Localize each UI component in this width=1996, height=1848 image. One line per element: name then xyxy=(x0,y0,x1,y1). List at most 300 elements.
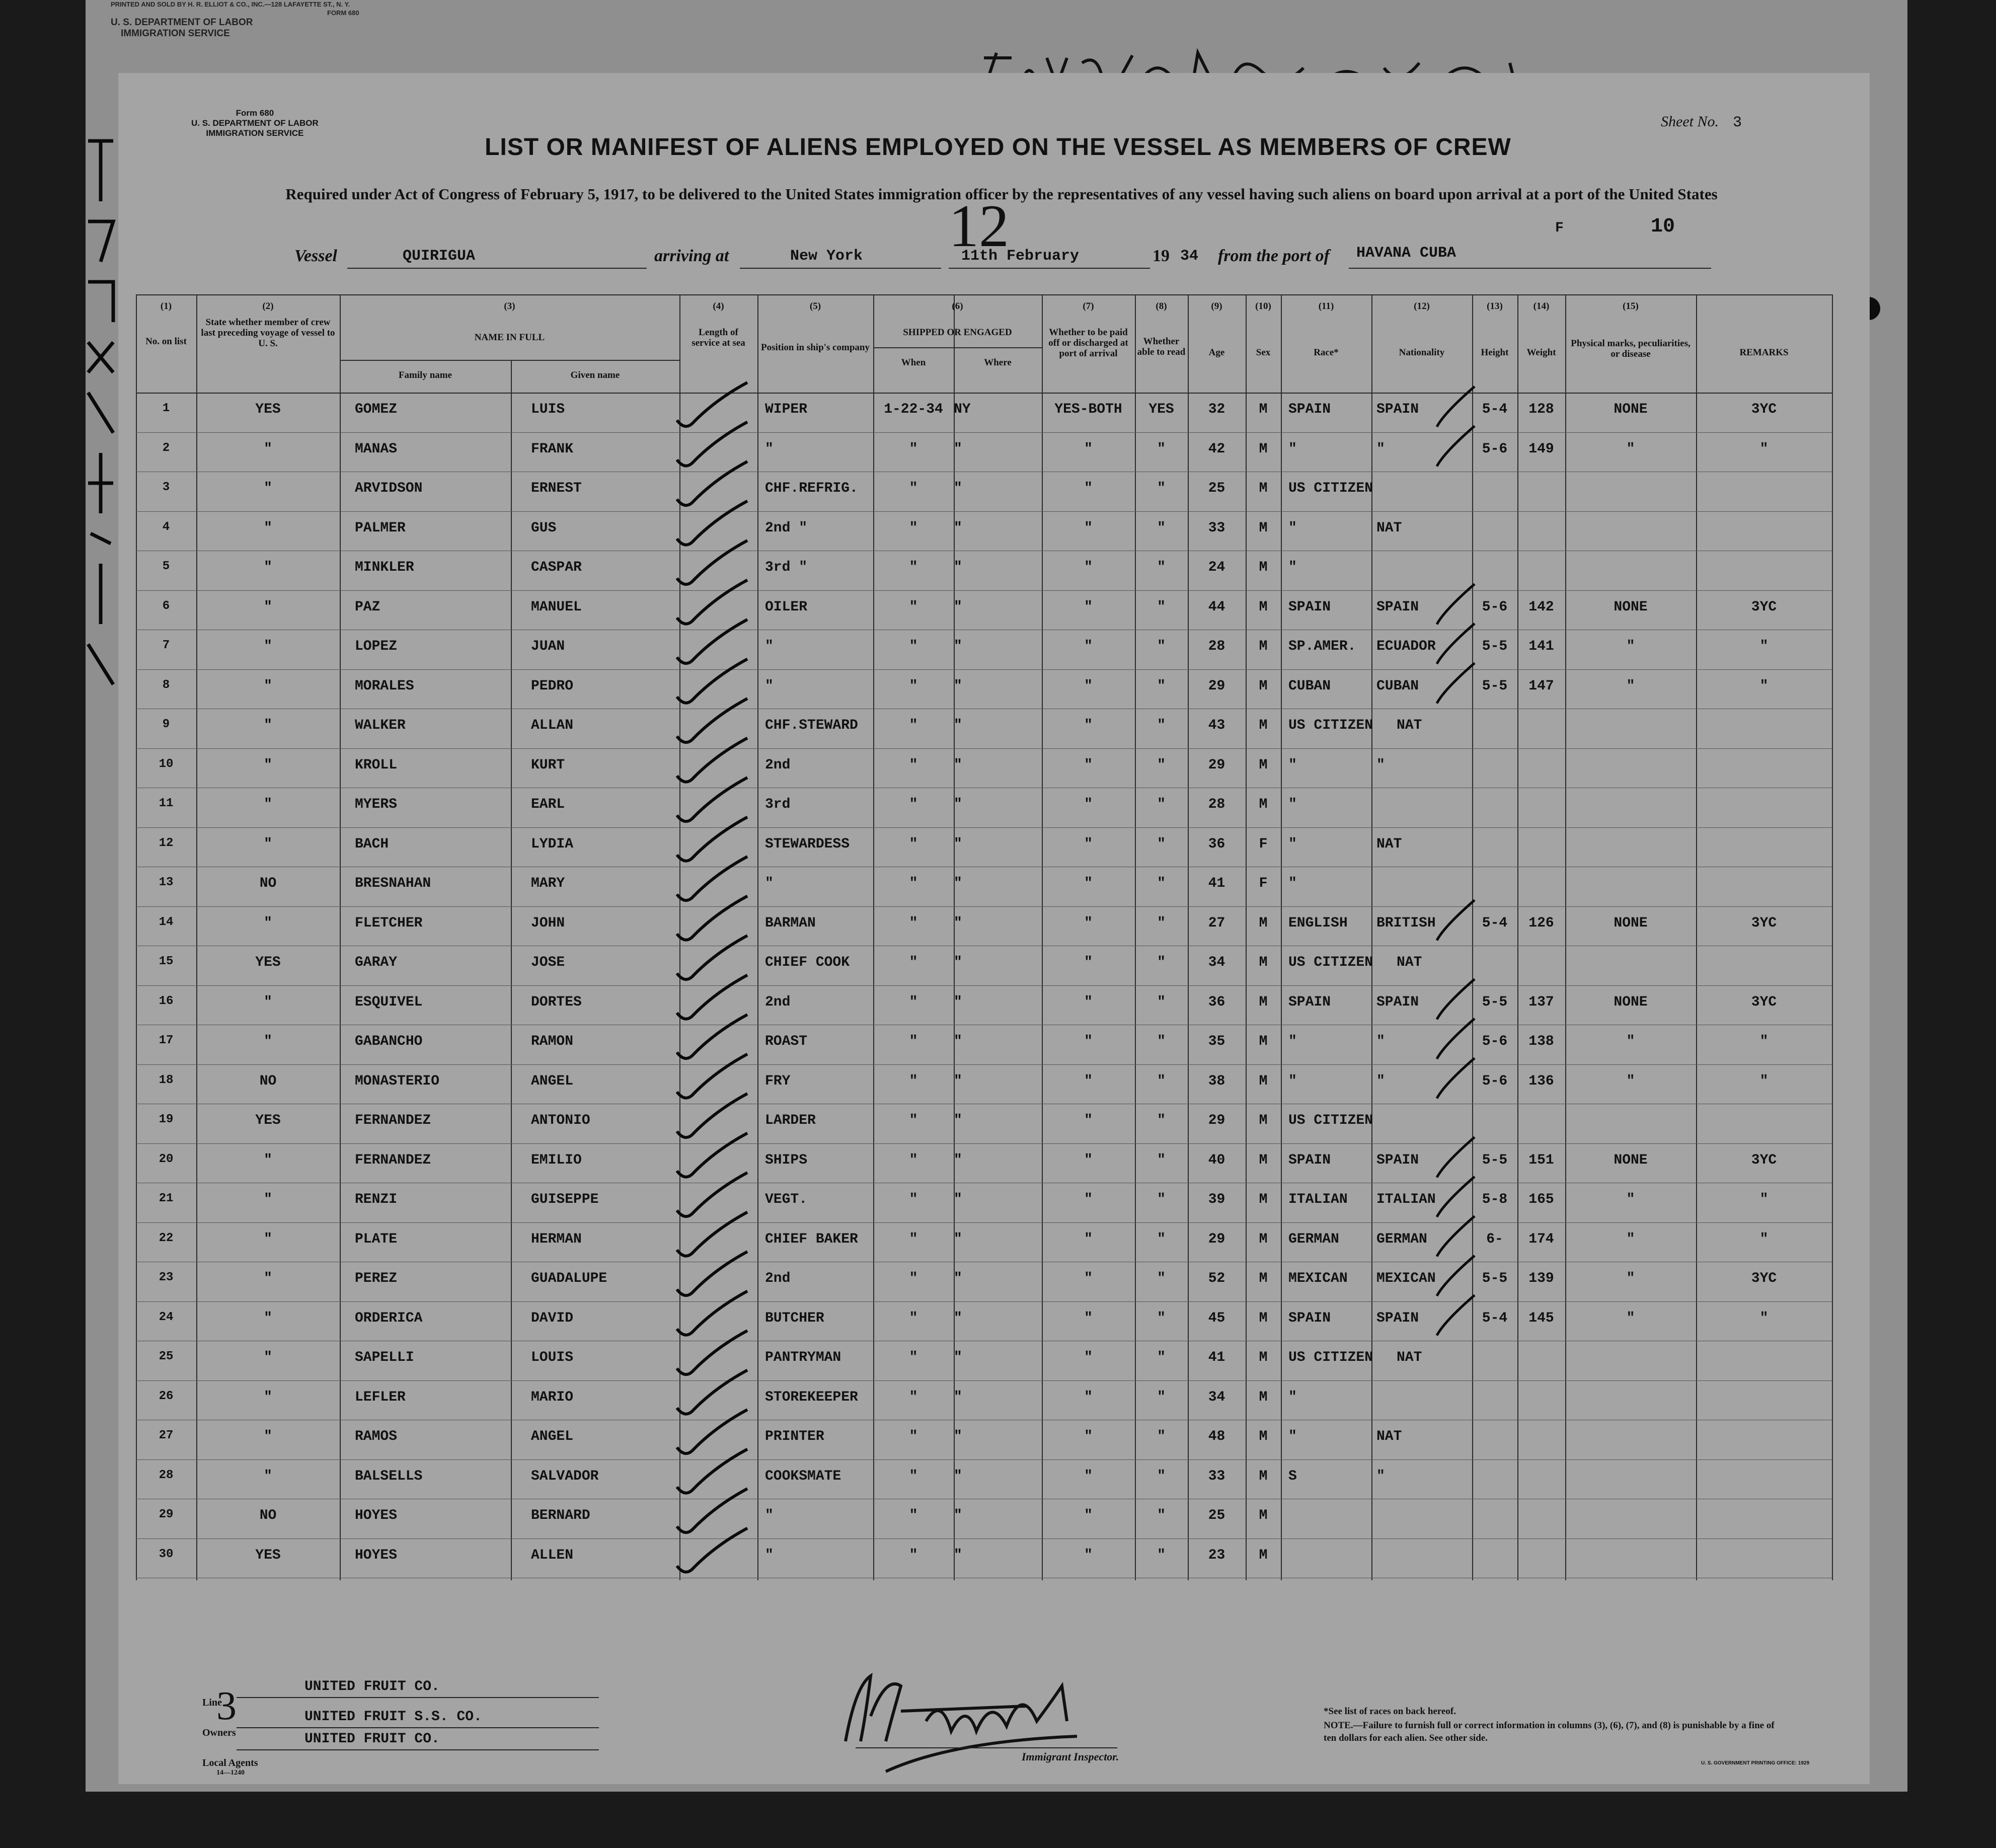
physical-marks-cell: NONE xyxy=(1614,994,1648,1010)
shipped-where-cell: " xyxy=(954,915,962,931)
weight-cell: 165 xyxy=(1528,1192,1554,1207)
height-check-mark xyxy=(1437,387,1475,427)
prev-voyage-cell: YES xyxy=(255,955,281,970)
age-cell: 34 xyxy=(1208,1389,1225,1405)
physical-marks-cell: " xyxy=(1626,1310,1635,1326)
nationality-cell: " xyxy=(1376,441,1385,457)
row-number: 1 xyxy=(162,402,170,415)
position-cell: " xyxy=(765,441,774,457)
shipped-where-cell: " xyxy=(954,639,962,654)
given-name-cell: MARIO xyxy=(531,1389,574,1405)
nationality-cell: ECUADOR xyxy=(1376,639,1436,654)
header-sex: Sex xyxy=(1256,347,1271,358)
sex-cell: M xyxy=(1259,1231,1268,1247)
prev-voyage-cell: " xyxy=(264,441,272,457)
sex-cell: M xyxy=(1259,1468,1268,1484)
shipped-when-cell: " xyxy=(909,639,918,654)
header-length-service: Length of service at sea xyxy=(692,327,745,348)
column-number: (6) xyxy=(952,301,963,312)
family-name-cell: GOMEZ xyxy=(355,402,398,417)
sex-cell: M xyxy=(1259,441,1268,457)
paid-off-cell: " xyxy=(1084,1231,1093,1247)
physical-marks-cell: NONE xyxy=(1614,1152,1648,1168)
remarks-cell: 3YC xyxy=(1751,915,1777,931)
page-subtitle: Required under Act of Congress of February 5, 1917, to be delivered to the United States immigration officer by the representatives of any vessel having such aliens on board upon arrival at a port of the United States xyxy=(285,185,1718,203)
column-number: (15) xyxy=(1623,301,1639,312)
given-name-cell: DORTES xyxy=(531,994,582,1010)
sex-cell: M xyxy=(1259,1310,1268,1326)
family-name-cell: MONASTERIO xyxy=(355,1073,440,1089)
prev-voyage-cell: " xyxy=(264,520,272,536)
age-cell: 25 xyxy=(1208,1508,1225,1523)
sex-cell: M xyxy=(1259,1547,1268,1563)
family-name-cell: PAZ xyxy=(355,599,380,615)
able-to-read-cell: " xyxy=(1157,560,1166,575)
family-name-cell: GARAY xyxy=(355,955,398,970)
position-cell: OILER xyxy=(765,599,808,615)
able-to-read-cell: " xyxy=(1157,1429,1166,1444)
given-name-cell: ALLAN xyxy=(531,718,574,733)
form-service: IMMIGRATION SERVICE xyxy=(206,128,304,138)
paid-off-cell: " xyxy=(1084,876,1093,891)
shipped-where-cell: " xyxy=(954,560,962,575)
prev-voyage-cell: NO xyxy=(259,876,277,891)
race-cell: " xyxy=(1288,757,1297,773)
sex-cell: M xyxy=(1259,1034,1268,1049)
remarks-cell: 3YC xyxy=(1751,599,1777,615)
position-cell: BARMAN xyxy=(765,915,816,931)
service-check-mark xyxy=(677,1291,747,1335)
shipped-where-cell: NY xyxy=(954,402,971,417)
nationality-cell: BRITISH xyxy=(1376,915,1436,931)
height-check-mark xyxy=(1437,900,1475,941)
height-cell: 5-8 xyxy=(1482,1192,1508,1207)
shipped-where-cell: " xyxy=(954,1034,962,1049)
sex-cell: M xyxy=(1259,718,1268,733)
able-to-read-cell: " xyxy=(1157,994,1166,1010)
given-name-cell: LYDIA xyxy=(531,836,574,852)
given-name-cell: MARY xyxy=(531,876,565,891)
shipped-where-cell: " xyxy=(954,876,962,891)
header-shipped-engaged: SHIPPED OR ENGAGED xyxy=(903,327,1012,338)
service-check-mark xyxy=(677,1528,747,1572)
shipped-when-cell: " xyxy=(909,994,918,1010)
row-number: 27 xyxy=(159,1429,174,1442)
form-number: Form 680 xyxy=(236,108,274,118)
service-check-mark xyxy=(677,1449,747,1493)
prev-voyage-cell: " xyxy=(264,1034,272,1049)
family-name-cell: KROLL xyxy=(355,757,398,773)
remarks-cell: " xyxy=(1759,1073,1769,1089)
position-cell: VEGT. xyxy=(765,1192,808,1207)
service-check-mark xyxy=(677,541,747,584)
height-check-mark xyxy=(1437,1295,1475,1336)
shipped-when-cell: " xyxy=(909,797,918,812)
age-cell: 29 xyxy=(1208,757,1225,773)
column-number: (1) xyxy=(160,301,172,312)
age-cell: 32 xyxy=(1208,402,1225,417)
shipped-where-cell: " xyxy=(954,1350,962,1365)
race-cell: " xyxy=(1288,1429,1297,1444)
form-code: 14—1240 xyxy=(216,1769,245,1777)
given-name-cell: ERNEST xyxy=(531,481,582,496)
physical-marks-cell: " xyxy=(1626,1034,1635,1049)
service-check-mark xyxy=(677,1252,747,1295)
shipped-where-cell: " xyxy=(954,718,962,733)
weight-cell: 128 xyxy=(1528,402,1554,417)
race-cell: US CITIZEN xyxy=(1288,1350,1373,1365)
able-to-read-cell: " xyxy=(1157,1389,1166,1405)
family-name-cell: FLETCHER xyxy=(355,915,423,931)
nationality-cell: NAT xyxy=(1397,955,1422,970)
row-number: 19 xyxy=(159,1113,174,1126)
paid-off-cell: " xyxy=(1084,678,1093,694)
row-number: 15 xyxy=(159,955,174,968)
row-number: 17 xyxy=(159,1034,174,1047)
gpo-imprint: U. S. GOVERNMENT PRINTING OFFICE: 1929 xyxy=(1701,1760,1810,1766)
nationality-cell: SPAIN xyxy=(1376,402,1419,417)
shipped-where-cell: " xyxy=(954,520,962,536)
age-cell: 24 xyxy=(1208,560,1225,575)
able-to-read-cell: " xyxy=(1157,1034,1166,1049)
race-cell: " xyxy=(1288,560,1297,575)
given-name-cell: ANGEL xyxy=(531,1429,574,1444)
weight-cell: 137 xyxy=(1528,994,1554,1010)
row-number: 10 xyxy=(159,757,174,771)
family-name-cell: LEFLER xyxy=(355,1389,406,1405)
height-cell: 5-4 xyxy=(1482,402,1508,417)
sex-cell: M xyxy=(1259,1113,1268,1128)
prev-voyage-cell: NO xyxy=(259,1508,277,1523)
weight-cell: 174 xyxy=(1528,1231,1554,1247)
service-check-mark xyxy=(677,1015,747,1058)
able-to-read-cell: " xyxy=(1157,520,1166,536)
nationality-cell: NAT xyxy=(1376,836,1402,852)
family-name-cell: FERNANDEZ xyxy=(355,1152,431,1168)
header-family-name: Family name xyxy=(398,370,452,380)
nationality-cell: " xyxy=(1376,1034,1385,1049)
race-cell: ITALIAN xyxy=(1288,1192,1348,1207)
paid-off-cell: " xyxy=(1084,1113,1093,1128)
printer-line: PRINTED AND SOLD BY H. R. ELLIOT & CO., INC.—128 LAFAYETTE ST., N. Y. xyxy=(111,1,350,8)
physical-marks-cell: " xyxy=(1626,639,1635,654)
weight-cell: 139 xyxy=(1528,1271,1554,1286)
header-able-to-read: Whether able to read xyxy=(1137,336,1186,357)
race-cell: SPAIN xyxy=(1288,402,1331,417)
race-cell: US CITIZEN xyxy=(1288,481,1373,496)
paid-off-cell: " xyxy=(1084,915,1093,931)
shipped-where-cell: " xyxy=(954,1113,962,1128)
sex-cell: M xyxy=(1259,1350,1268,1365)
service-check-mark xyxy=(677,422,747,466)
position-cell: WIPER xyxy=(765,402,808,417)
paid-off-cell: " xyxy=(1084,1073,1093,1089)
paid-off-cell: " xyxy=(1084,1468,1093,1484)
owners-value: UNITED FRUIT S.S. CO. xyxy=(304,1709,482,1725)
weight-cell: 136 xyxy=(1528,1073,1554,1089)
owners-label: Owners xyxy=(202,1727,236,1738)
shipped-when-cell: " xyxy=(909,1429,918,1444)
family-name-cell: WALKER xyxy=(355,718,406,733)
family-name-cell: MINKLER xyxy=(355,560,414,575)
able-to-read-cell: " xyxy=(1157,1310,1166,1326)
sex-cell: M xyxy=(1259,915,1268,931)
prev-voyage-cell: YES xyxy=(255,1547,281,1563)
prev-voyage-cell: " xyxy=(264,1350,272,1365)
able-to-read-cell: " xyxy=(1157,599,1166,615)
row-number: 24 xyxy=(159,1310,174,1324)
shipped-when-cell: " xyxy=(909,1034,918,1049)
service-check-mark xyxy=(677,461,747,505)
shipped-where-cell: " xyxy=(954,1073,962,1089)
owners-underline xyxy=(237,1727,599,1728)
row-number: 13 xyxy=(159,876,174,889)
height-cell: 5-6 xyxy=(1482,1073,1508,1089)
sheet-number-value: 3 xyxy=(1732,114,1742,131)
height-check-mark xyxy=(1437,663,1475,704)
prev-voyage-cell: YES xyxy=(255,1113,281,1128)
age-cell: 38 xyxy=(1208,1073,1225,1089)
able-to-read-cell: " xyxy=(1157,1073,1166,1089)
shipped-where-cell: " xyxy=(954,1468,962,1484)
position-cell: PANTRYMAN xyxy=(765,1350,841,1365)
height-cell: 5-5 xyxy=(1482,678,1508,694)
row-number: 28 xyxy=(159,1468,174,1482)
family-name-cell: PALMER xyxy=(355,520,406,536)
column-number: (2) xyxy=(262,301,274,312)
race-cell: US CITIZEN xyxy=(1288,1113,1373,1128)
age-cell: 44 xyxy=(1208,599,1225,615)
row-number: 16 xyxy=(159,994,174,1008)
able-to-read-cell: " xyxy=(1157,639,1166,654)
row-number: 26 xyxy=(159,1389,174,1403)
position-cell: 2nd " xyxy=(765,520,808,536)
prev-voyage-cell: " xyxy=(264,678,272,694)
prev-voyage-cell: " xyxy=(264,994,272,1010)
sex-cell: M xyxy=(1259,402,1268,417)
shipped-where-cell: " xyxy=(954,481,962,496)
shipped-when-cell: " xyxy=(909,876,918,891)
service-check-mark xyxy=(677,501,747,545)
able-to-read-cell: " xyxy=(1157,1152,1166,1168)
column-number: (5) xyxy=(809,301,821,312)
shipped-where-cell: " xyxy=(954,678,962,694)
paid-off-cell: " xyxy=(1084,1034,1093,1049)
header-nationality: Nationality xyxy=(1399,347,1445,358)
paid-off-cell: " xyxy=(1084,560,1093,575)
shipped-when-cell: " xyxy=(909,678,918,694)
row-number: 7 xyxy=(162,639,170,652)
able-to-read-cell: " xyxy=(1157,1547,1166,1563)
prev-voyage-cell: " xyxy=(264,757,272,773)
given-name-cell: JOHN xyxy=(531,915,565,931)
service-check-mark xyxy=(677,1173,747,1216)
shipped-when-cell: " xyxy=(909,1389,918,1405)
able-to-read-cell: " xyxy=(1157,441,1166,457)
service-check-mark xyxy=(677,1331,747,1374)
nationality-cell: ITALIAN xyxy=(1376,1192,1436,1207)
age-cell: 42 xyxy=(1208,441,1225,457)
prev-voyage-cell: " xyxy=(264,797,272,812)
family-name-cell: PEREZ xyxy=(355,1271,398,1286)
able-to-read-cell: " xyxy=(1157,797,1166,812)
able-to-read-cell: " xyxy=(1157,481,1166,496)
position-cell: " xyxy=(765,678,774,694)
shipped-where-cell: " xyxy=(954,1547,962,1563)
local-agents-label: Local Agents xyxy=(202,1757,258,1768)
shipped-when-cell: " xyxy=(909,1468,918,1484)
row-number: 18 xyxy=(159,1073,174,1087)
family-name-cell: PLATE xyxy=(355,1231,398,1247)
column-number: (12) xyxy=(1414,301,1430,312)
sex-cell: M xyxy=(1259,757,1268,773)
inspector-underline xyxy=(856,1747,1117,1748)
nationality-cell: SPAIN xyxy=(1376,599,1419,615)
shipped-when-cell: " xyxy=(909,1192,918,1207)
service-check-mark xyxy=(677,738,747,782)
shipped-when-cell: " xyxy=(909,1152,918,1168)
arriving-port: New York xyxy=(790,248,863,265)
prev-voyage-cell: " xyxy=(264,1192,272,1207)
paid-off-cell: " xyxy=(1084,994,1093,1010)
able-to-read-cell: " xyxy=(1157,1508,1166,1523)
given-name-cell: KURT xyxy=(531,757,565,773)
service-check-mark xyxy=(677,699,747,742)
height-cell: 6- xyxy=(1486,1231,1503,1247)
sex-cell: M xyxy=(1259,520,1268,536)
sex-cell: M xyxy=(1259,797,1268,812)
family-name-cell: ESQUIVEL xyxy=(355,994,423,1010)
prev-voyage-cell: " xyxy=(264,1271,272,1286)
header-weight: Weight xyxy=(1526,347,1556,358)
race-cell: MEXICAN xyxy=(1288,1271,1348,1286)
able-to-read-cell: " xyxy=(1157,757,1166,773)
shipped-where-cell: " xyxy=(954,797,962,812)
shipped-when-cell: " xyxy=(909,1271,918,1286)
nationality-cell: NAT xyxy=(1397,718,1422,733)
age-cell: 25 xyxy=(1208,481,1225,496)
paid-off-cell: " xyxy=(1084,1389,1093,1405)
row-number: 14 xyxy=(159,915,174,929)
position-cell: PRINTER xyxy=(765,1429,824,1444)
column-number: (4) xyxy=(713,301,724,312)
remarks-cell: 3YC xyxy=(1751,402,1777,417)
able-to-read-cell: " xyxy=(1157,1468,1166,1484)
service-check-mark xyxy=(677,896,747,940)
age-cell: 40 xyxy=(1208,1152,1225,1168)
back-dept: U. S. DEPARTMENT OF LABOR xyxy=(111,17,253,28)
height-check-mark xyxy=(1437,624,1475,664)
sex-cell: M xyxy=(1259,678,1268,694)
position-cell: " xyxy=(765,1508,774,1523)
header-physical-marks: Physical marks, peculiarities, or disease xyxy=(1571,338,1691,359)
height-check-mark xyxy=(1437,1177,1475,1217)
age-cell: 43 xyxy=(1208,718,1225,733)
position-cell: CHF.REFRIG. xyxy=(765,481,858,496)
position-cell: 2nd xyxy=(765,994,791,1010)
physical-marks-cell: " xyxy=(1626,1192,1635,1207)
prev-voyage-cell: " xyxy=(264,481,272,496)
height-check-mark xyxy=(1437,1137,1475,1178)
header-where: Where xyxy=(984,357,1012,368)
paid-off-cell: " xyxy=(1084,1310,1093,1326)
paid-off-cell: " xyxy=(1084,481,1093,496)
age-cell: 39 xyxy=(1208,1192,1225,1207)
header-member-last-voyage: State whether member of crew last preceding voyage of vessel to U. S. xyxy=(201,317,335,349)
race-cell: " xyxy=(1288,876,1297,891)
given-name-cell: LUIS xyxy=(531,402,565,417)
age-cell: 36 xyxy=(1208,836,1225,852)
line-label: Line xyxy=(202,1697,222,1708)
service-check-mark xyxy=(677,580,747,624)
shipped-when-cell: " xyxy=(909,718,918,733)
family-name-cell: BRESNAHAN xyxy=(355,876,431,891)
paid-off-cell: " xyxy=(1084,1271,1093,1286)
prev-voyage-cell: " xyxy=(264,1310,272,1326)
prev-voyage-cell: " xyxy=(264,560,272,575)
remarks-cell: 3YC xyxy=(1751,1152,1777,1168)
shipped-when-cell: " xyxy=(909,1547,918,1563)
given-name-cell: DAVID xyxy=(531,1310,574,1326)
able-to-read-cell: " xyxy=(1157,1271,1166,1286)
prev-voyage-cell: " xyxy=(264,836,272,852)
physical-marks-cell: NONE xyxy=(1614,402,1648,417)
given-name-cell: MANUEL xyxy=(531,599,582,615)
paid-off-cell: " xyxy=(1084,718,1093,733)
position-cell: ROAST xyxy=(765,1034,808,1049)
race-cell: " xyxy=(1288,1034,1297,1049)
column-number: (11) xyxy=(1318,301,1334,312)
position-cell: STOREKEEPER xyxy=(765,1389,858,1405)
nationality-cell: NAT xyxy=(1376,520,1402,536)
prev-voyage-cell: YES xyxy=(255,402,281,417)
family-name-cell: RENZI xyxy=(355,1192,398,1207)
physical-marks-cell: " xyxy=(1626,1231,1635,1247)
nationality-cell: NAT xyxy=(1376,1429,1402,1444)
weight-cell: 149 xyxy=(1528,441,1554,457)
arrival-date: 11th February xyxy=(961,248,1080,265)
shipped-when-cell: " xyxy=(909,757,918,773)
column-number: (9) xyxy=(1211,301,1222,312)
sex-cell: M xyxy=(1259,1152,1268,1168)
remarks-cell: " xyxy=(1759,1034,1769,1049)
shipped-when-cell: " xyxy=(909,1113,918,1128)
height-cell: 5-4 xyxy=(1482,1310,1508,1326)
weight-cell: 145 xyxy=(1528,1310,1554,1326)
shipped-where-cell: " xyxy=(954,1231,962,1247)
nationality-cell: NAT xyxy=(1397,1350,1422,1365)
height-cell: 5-6 xyxy=(1482,1034,1508,1049)
physical-marks-cell: " xyxy=(1626,441,1635,457)
family-name-cell: ORDERICA xyxy=(355,1310,423,1326)
height-check-mark xyxy=(1437,584,1475,625)
remarks-cell: " xyxy=(1759,1310,1769,1326)
form-dept: U. S. DEPARTMENT OF LABOR xyxy=(191,118,319,128)
given-name-cell: SALVADOR xyxy=(531,1468,599,1484)
weight-cell: 126 xyxy=(1528,915,1554,931)
physical-marks-cell: NONE xyxy=(1614,915,1648,931)
sex-cell: M xyxy=(1259,994,1268,1010)
position-cell: 2nd xyxy=(765,1271,791,1286)
service-check-mark xyxy=(677,975,747,1019)
sheet-number-label: Sheet No. xyxy=(1661,113,1719,130)
header-remarks: REMARKS xyxy=(1739,347,1789,358)
prev-voyage-cell: NO xyxy=(259,1073,277,1089)
remarks-cell: " xyxy=(1759,1231,1769,1247)
remarks-cell: " xyxy=(1759,1192,1769,1207)
shipped-where-cell: " xyxy=(954,955,962,970)
sex-cell: M xyxy=(1259,1271,1268,1286)
